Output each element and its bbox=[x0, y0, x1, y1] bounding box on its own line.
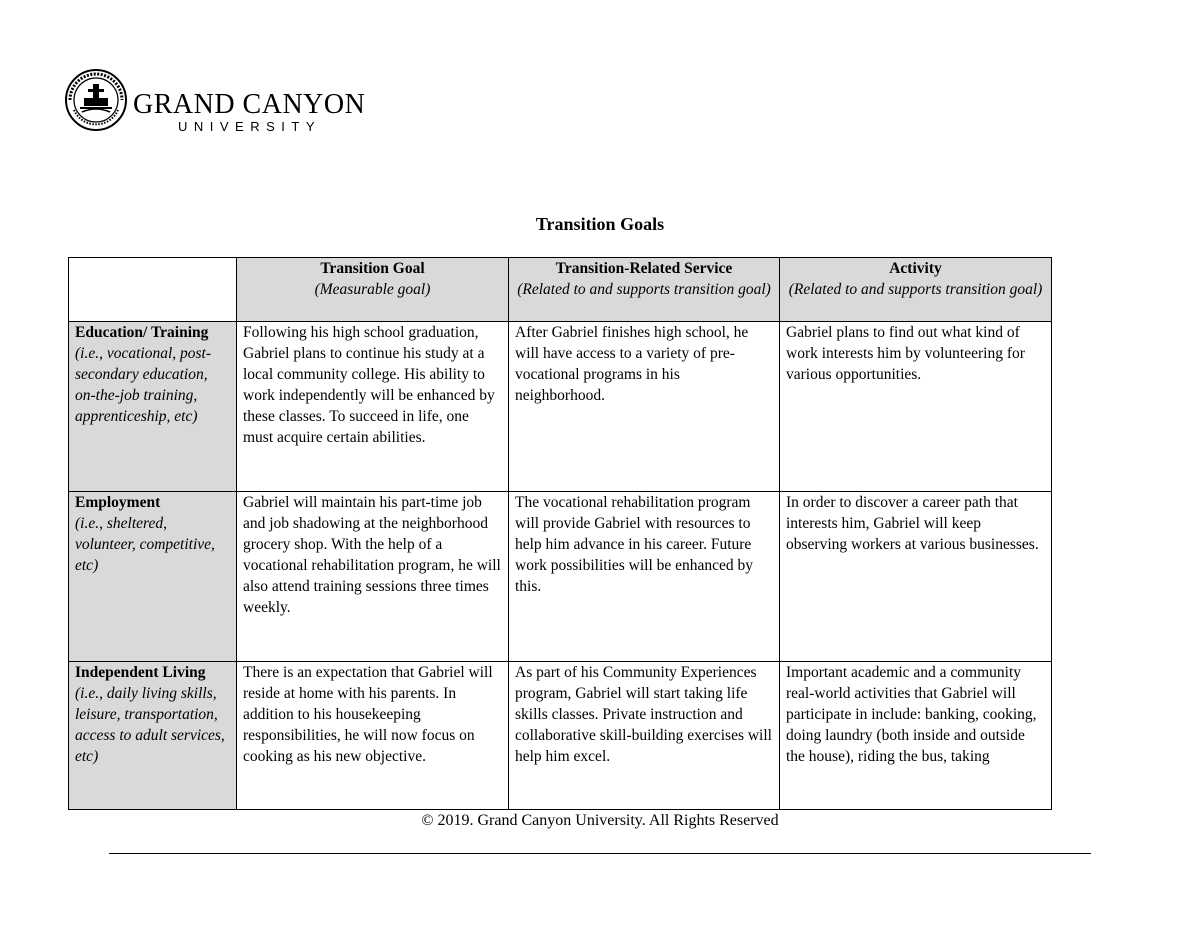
goal-cell bbox=[237, 492, 509, 662]
header-transition-goal bbox=[237, 258, 509, 322]
university-logo bbox=[64, 68, 364, 138]
university-seal-icon bbox=[64, 68, 128, 132]
header-subtitle: (Related to and supports transition goal) bbox=[788, 281, 1043, 298]
header-title: Transition-Related Service bbox=[555, 260, 733, 277]
service-text: After Gabriel finishes high school, he will have access to a variety of pre-vocational programs in his neighborhood. bbox=[515, 324, 749, 404]
goal-cell bbox=[237, 322, 509, 492]
activity-cell bbox=[780, 322, 1052, 492]
goal-cell bbox=[237, 662, 509, 810]
row-header-employment bbox=[69, 492, 237, 662]
table-header-row bbox=[69, 258, 1052, 322]
footer-divider bbox=[109, 853, 1091, 854]
service-cell bbox=[509, 662, 780, 810]
header-activity bbox=[780, 258, 1052, 322]
header-subtitle: (Measurable goal) bbox=[314, 281, 431, 298]
brand-name: GRAND CANYON bbox=[133, 89, 366, 120]
row-title: Employment bbox=[75, 494, 161, 511]
table-row bbox=[69, 322, 1052, 492]
row-subtitle: (i.e., sheltered, volunteer, competitive, etc) bbox=[75, 515, 215, 574]
transition-goals-table bbox=[68, 257, 1052, 810]
header-title: Transition Goal bbox=[320, 260, 425, 277]
header-title: Activity bbox=[889, 260, 942, 277]
service-text: As part of his Community Experiences program, Gabriel will start taking life skills classes. Private instruction and collaborative skill-building exercises will help him excel. bbox=[515, 664, 772, 765]
service-cell bbox=[509, 322, 780, 492]
copyright-footer: © 2019. Grand Canyon University. All Rights Reserved bbox=[421, 812, 779, 829]
table-row bbox=[69, 662, 1052, 810]
row-title: Education/ Training bbox=[75, 324, 209, 341]
row-subtitle: (i.e., vocational, post-secondary education, on-the-job training, apprenticeship, etc) bbox=[75, 345, 212, 425]
activity-text: Important academic and a community real-world activities that Gabriel will participate in include: banking, cooking, doing laundry (both inside and outside the house), riding the bus, taking bbox=[786, 664, 1037, 765]
header-subtitle: (Related to and supports transition goal) bbox=[517, 281, 771, 298]
header-corner-cell bbox=[69, 258, 237, 322]
row-subtitle: (i.e., daily living skills, leisure, transportation, access to adult services, etc) bbox=[75, 685, 225, 765]
activity-cell bbox=[780, 662, 1052, 810]
header-transition-service bbox=[509, 258, 780, 322]
row-header-independent-living bbox=[69, 662, 237, 810]
document-title: Transition Goals bbox=[535, 214, 665, 234]
goal-text: Gabriel will maintain his part-time job and job shadowing at the neighborhood grocery shop. With the help of a vocational rehabilitation program, he will also attend training sessions three times weekly. bbox=[243, 494, 501, 616]
activity-cell bbox=[780, 492, 1052, 662]
row-header-education bbox=[69, 322, 237, 492]
goal-text: Following his high school graduation, Gabriel plans to continue his study at a local community college. His ability to work independently will be enhanced by these classes. To succeed in life, one must acquire certain abilities. bbox=[243, 324, 495, 446]
goal-text: There is an expectation that Gabriel will reside at home with his parents. In addition to his housekeeping responsibilities, he will now focus on cooking as his new objective. bbox=[243, 664, 493, 765]
brand-subtitle: UNIVERSITY bbox=[178, 119, 322, 134]
service-text: The vocational rehabilitation program will provide Gabriel with resources to help him advance in his career. Future work possibilities will be enhanced by this. bbox=[515, 494, 754, 595]
activity-text: In order to discover a career path that interests him, Gabriel will keep observing workers at various businesses. bbox=[786, 494, 1039, 553]
service-cell bbox=[509, 492, 780, 662]
row-title: Independent Living bbox=[75, 664, 206, 681]
table-row bbox=[69, 492, 1052, 662]
activity-text: Gabriel plans to find out what kind of work interests him by volunteering for various opportunities. bbox=[786, 324, 1025, 383]
